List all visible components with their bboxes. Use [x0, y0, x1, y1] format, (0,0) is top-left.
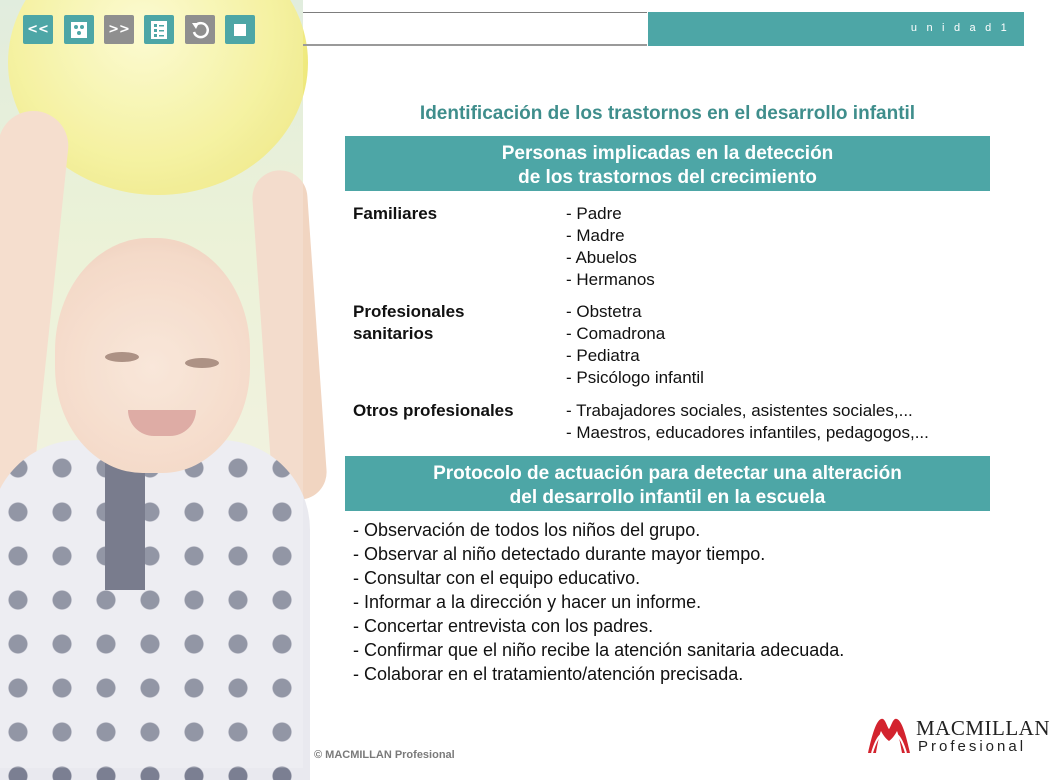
page-title: Identificación de los trastornos en el desarrollo infantil [419, 103, 916, 124]
list-item: - Obstetra [566, 302, 642, 321]
list-item: - Madre [566, 226, 625, 245]
row-label: Familiares [353, 204, 438, 223]
protocol-list [353, 518, 844, 686]
section-heading-line: Protocolo de actuación para detectar una alteración [433, 463, 902, 484]
back-button[interactable] [23, 15, 53, 44]
list-item: - Trabajadores sociales, asistentes sociales,... [566, 401, 913, 420]
list-icon [150, 20, 168, 40]
logo-subtitle: Profesional [918, 738, 1027, 755]
list-item: - Informar a la dirección y hacer un informe. [353, 592, 702, 612]
row-label: Otros profesionales [353, 401, 514, 420]
section-heading-line: Personas implicadas en la detección [501, 143, 834, 164]
header-bottom-rule [303, 44, 647, 46]
back-label: << [27, 22, 49, 37]
list-item: - Hermanos [566, 270, 655, 289]
forward-button[interactable] [104, 15, 134, 44]
logo-wordmark: MACMILLAN [916, 716, 1050, 740]
list-item: - Abuelos [566, 248, 637, 267]
section-heading-line: del desarrollo infantil en la escuela [509, 487, 826, 508]
unit-label: u n i d a d 1 [910, 22, 1010, 34]
undo-icon [190, 20, 210, 40]
dice-button[interactable] [64, 15, 94, 44]
forward-label: >> [108, 22, 130, 37]
row-list [566, 400, 929, 444]
row-list [566, 301, 704, 389]
list-item: - Observar al niño detectado durante mayor tiempo. [353, 544, 766, 564]
list-item: - Padre [566, 204, 622, 223]
copyright-text: © MACMILLAN Profesional [314, 749, 455, 761]
baby-photo [0, 0, 303, 768]
list-item: - Colaborar en el tratamiento/atención precisada. [353, 664, 744, 684]
list-item: - Maestros, educadores infantiles, pedagogos,... [566, 423, 929, 442]
row-list [566, 203, 655, 291]
macmillan-logo [866, 713, 1050, 759]
list-item: - Comadrona [566, 324, 666, 343]
unit-header-bar [648, 12, 1024, 46]
index-button[interactable] [144, 15, 174, 44]
row-label: Profesionales sanitarios [353, 302, 465, 343]
stop-button[interactable] [225, 15, 255, 44]
section-heading-personas [345, 136, 990, 191]
stop-icon [232, 22, 248, 38]
header-top-rule [303, 12, 647, 13]
list-item: - Observación de todos los niños del grupo. [353, 520, 701, 540]
section-heading-line: de los trastornos del crecimiento [518, 167, 817, 188]
list-item: - Psicólogo infantil [566, 368, 704, 387]
list-item: - Confirmar que el niño recibe la atención sanitaria adecuada. [353, 640, 845, 660]
list-item: - Concertar entrevista con los padres. [353, 616, 654, 636]
undo-button[interactable] [185, 15, 215, 44]
section-heading-protocolo [345, 456, 990, 511]
dice-icon [70, 21, 88, 39]
macmillan-logo-icon [866, 715, 912, 755]
list-item: - Pediatra [566, 346, 640, 365]
list-item: - Consultar con el equipo educativo. [353, 568, 641, 588]
